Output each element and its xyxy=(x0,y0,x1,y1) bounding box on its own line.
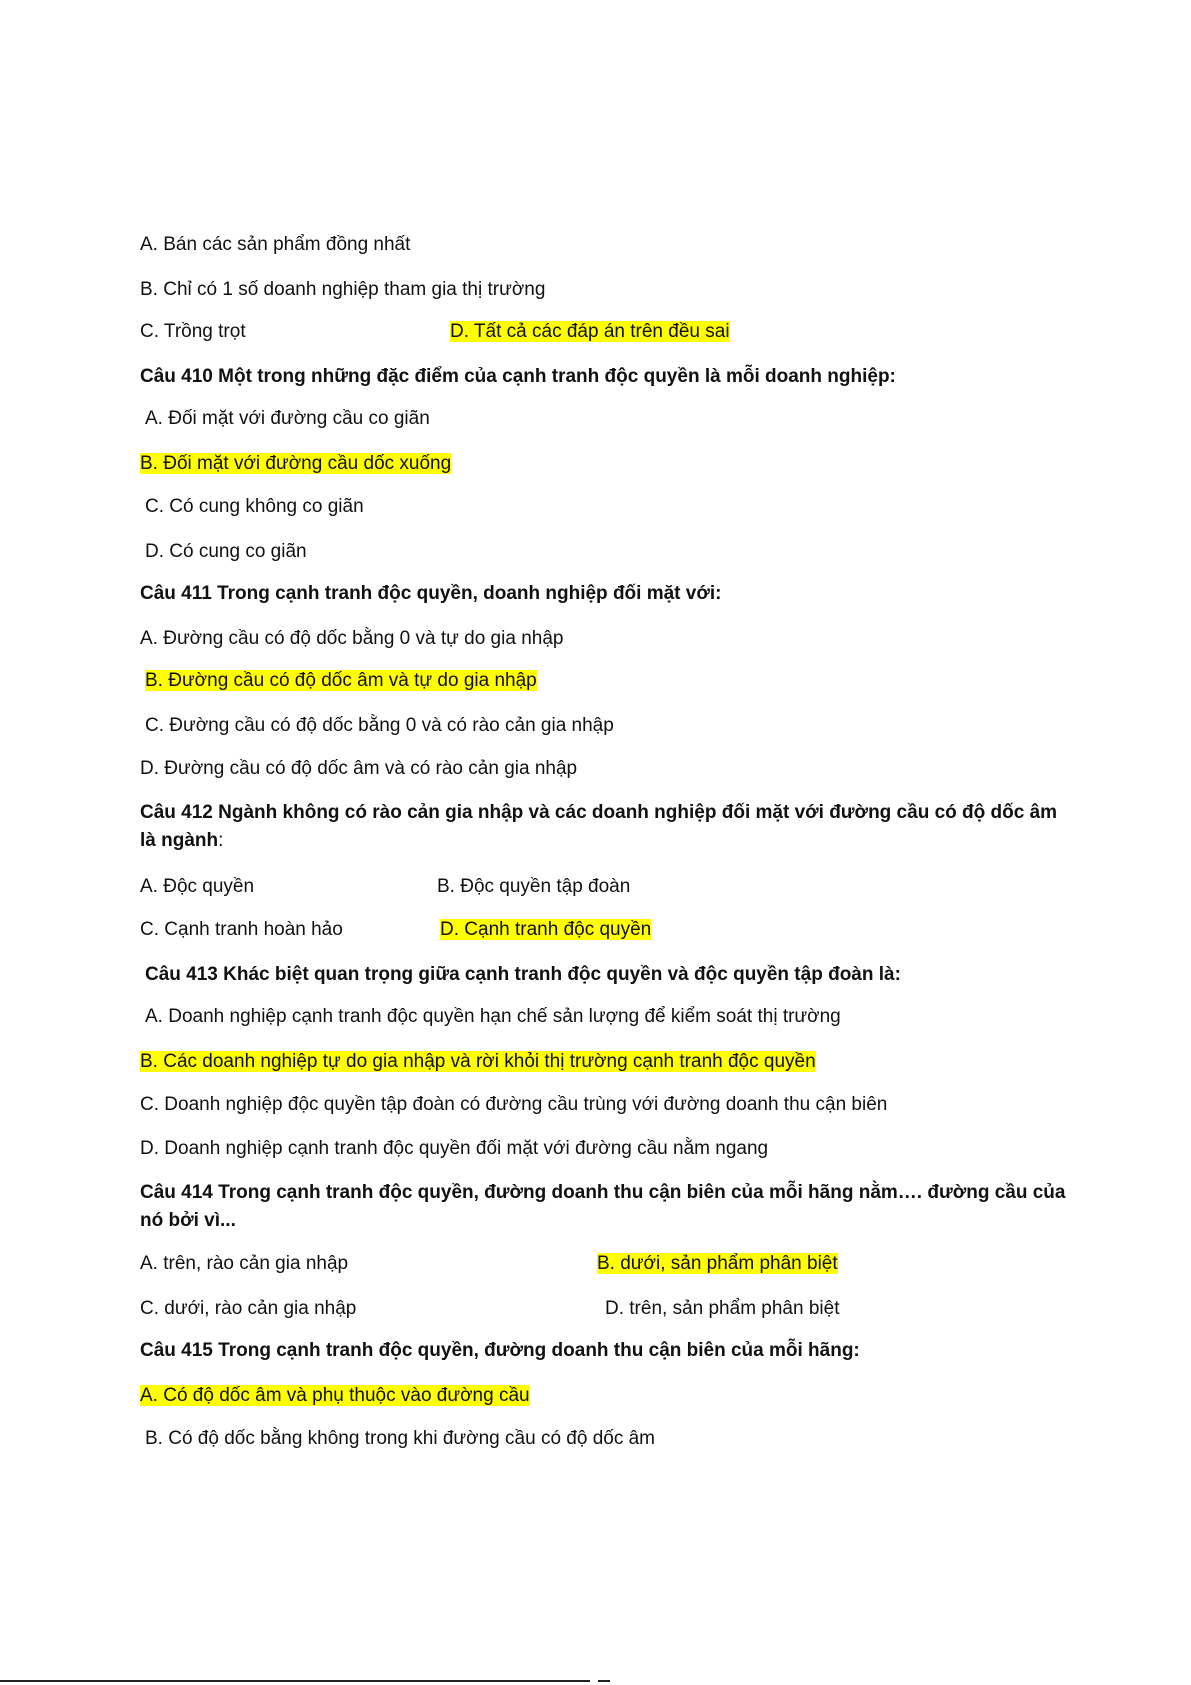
q411-option-a: A. Đường cầu có độ dốc bằng 0 và tự do gia nhập xyxy=(140,628,564,649)
prev-option-a: A. Bán các sản phẩm đồng nhất xyxy=(140,234,411,255)
q410-option-a: A. Đối mặt với đường cầu co giãn xyxy=(145,408,430,429)
page-bottom-rule xyxy=(0,1680,590,1682)
q412-option-a: A. Độc quyền xyxy=(140,876,255,897)
q414-option-c: C. dưới, rào cản gia nhập xyxy=(140,1298,357,1319)
q410-option-c: C. Có cung không co giãn xyxy=(145,496,364,517)
q414-option-b-correct: B. dưới, sản phẩm phân biệt xyxy=(597,1253,838,1274)
q415-option-a-correct: A. Có độ dốc âm và phụ thuộc vào đường cầu xyxy=(140,1385,530,1406)
q413-option-d: D. Doanh nghiệp cạnh tranh độc quyền đối mặt với đường cầu nằm ngang xyxy=(140,1138,769,1159)
prev-option-d-correct: D. Tất cả các đáp án trên đều sai xyxy=(450,321,730,342)
prev-option-b: B. Chỉ có 1 số doanh nghiệp tham gia thị trường xyxy=(140,279,546,300)
question-411-title: Câu 411 Trong cạnh tranh độc quyền, doanh nghiệp đối mặt với: xyxy=(140,583,722,604)
q414-option-d: D. trên, sản phẩm phân biệt xyxy=(605,1298,840,1319)
q412-option-c: C. Cạnh tranh hoàn hảo xyxy=(140,919,343,940)
q414-option-a: A. trên, rào cản gia nhập xyxy=(140,1253,349,1274)
q415-option-b: B. Có độ dốc bằng không trong khi đường cầu có độ dốc âm xyxy=(145,1428,656,1449)
q412-option-b: B. Độc quyền tập đoàn xyxy=(437,876,631,897)
q411-option-d: D. Đường cầu có độ dốc âm và có rào cản gia nhập xyxy=(140,758,578,779)
q413-option-a: A. Doanh nghiệp cạnh tranh độc quyền hạn chế sản lượng để kiểm soát thị trường xyxy=(145,1006,841,1027)
prev-option-c: C. Trồng trọt xyxy=(140,321,246,342)
question-412-title: Câu 412 Ngành không có rào cản gia nhập và các doanh nghiệp đối mặt với đường cầu có độ dốc âm là ngành: xyxy=(140,802,1058,851)
question-414-title: Câu 414 Trong cạnh tranh độc quyền, đường doanh thu cận biên của mỗi hãng nằm…. đường cầu của nó bởi vì... xyxy=(140,1182,1066,1231)
q410-option-b-correct: B. Đối mặt với đường cầu dốc xuống xyxy=(140,453,452,474)
q412-option-d-correct: D. Cạnh tranh độc quyền xyxy=(440,919,652,940)
question-410-title: Câu 410 Một trong những đặc điểm của cạnh tranh độc quyền là mỗi doanh nghiệp: xyxy=(140,366,896,387)
question-413-title: Câu 413 Khác biệt quan trọng giữa cạnh tranh độc quyền và độc quyền tập đoàn là: xyxy=(145,964,901,985)
q410-option-d: D. Có cung co giãn xyxy=(145,541,307,562)
q413-option-b-correct: B. Các doanh nghiệp tự do gia nhập và rời khỏi thị trường cạnh tranh độc quyền xyxy=(140,1051,816,1072)
q411-option-c: C. Đường cầu có độ dốc bằng 0 và có rào cản gia nhập xyxy=(145,715,614,736)
q411-option-b-correct: B. Đường cầu có độ dốc âm và tự do gia nhập xyxy=(145,670,537,691)
question-415-title: Câu 415 Trong cạnh tranh độc quyền, đường doanh thu cận biên của mỗi hãng: xyxy=(140,1340,860,1361)
page-bottom-rule-fragment xyxy=(598,1680,610,1682)
q413-option-c: C. Doanh nghiệp độc quyền tập đoàn có đường cầu trùng với đường doanh thu cận biên xyxy=(140,1094,888,1115)
